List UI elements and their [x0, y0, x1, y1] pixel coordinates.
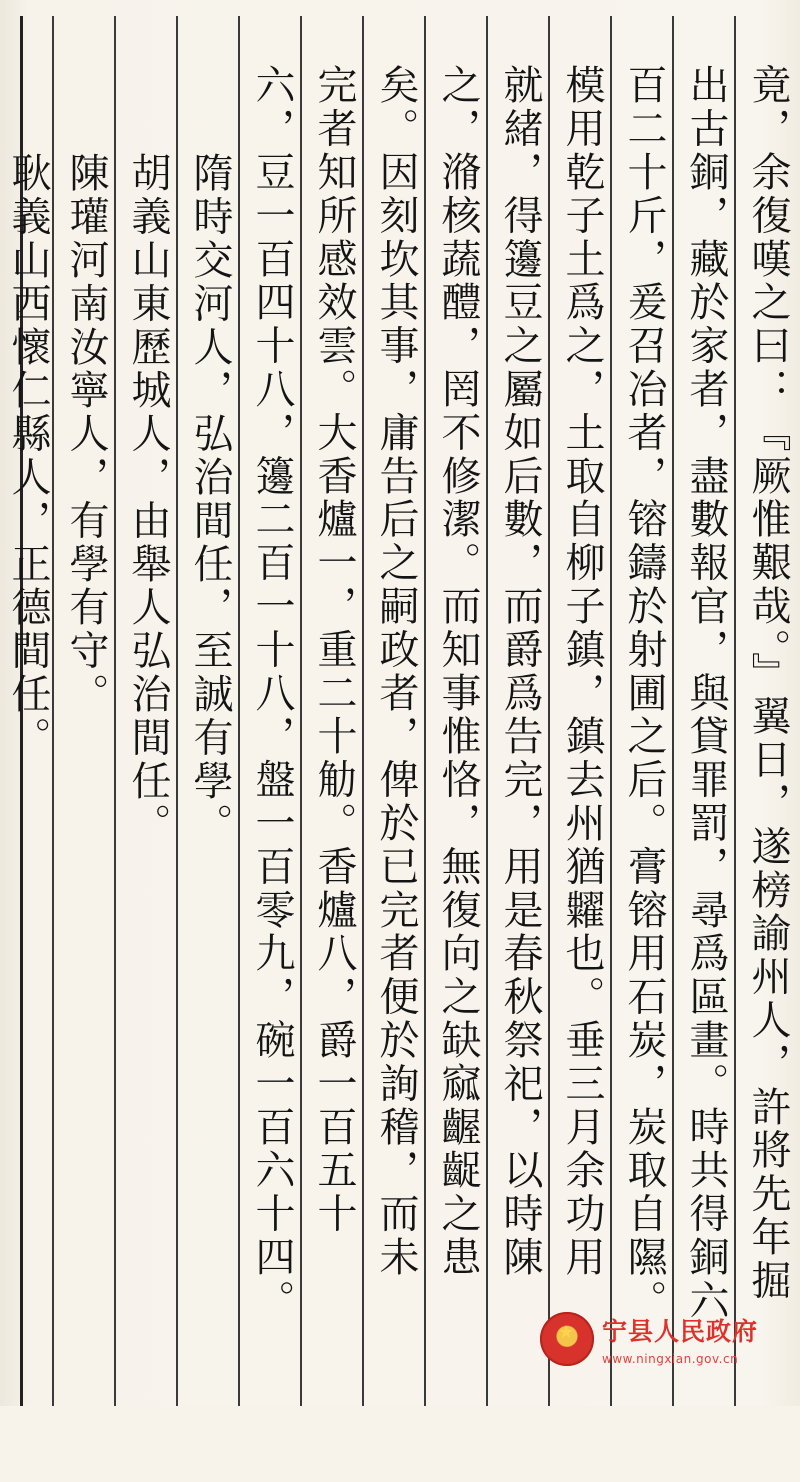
text-column: 之，潃核蔬醴，罔不修潔。而知事惟恪，無復向之缺窳齷齪之患 — [435, 64, 481, 1280]
national-emblem-icon: ★ — [540, 1312, 594, 1366]
text-column: 六，豆一百四十八，籩二百一十八，盤一百零九，碗一百六十四。 — [249, 64, 295, 1323]
text-column: 竟，余復嘆之曰：『厥惟艱哉。』翼日，遂榜諭州人，許將先年掘 — [745, 64, 791, 1303]
official-entry — [180, 152, 240, 1482]
text-column: 百二十斤，爰召冶者，镕鑄於射圃之后。膏镕用石炭，炭取自隰。 — [621, 64, 667, 1323]
text-column: 就緒，得籩豆之屬如后數，而爵爲告完，用是春秋祭祀，以時陳 — [497, 64, 543, 1280]
official-name: 陳瓘 — [63, 152, 109, 239]
official-name: 隋時 — [187, 152, 233, 239]
official-name: 耿義 — [5, 152, 51, 239]
official-note: 山西懷仁縣人，正德間任。 — [5, 238, 51, 760]
site-watermark — [540, 1312, 788, 1376]
official-name: 胡義 — [125, 152, 171, 239]
text-column: 模用乾子土爲之，土取自柳子鎮，鎮去州猶糶也。垂三月余功用 — [559, 64, 605, 1280]
official-entry — [56, 152, 116, 1482]
watermark-site-name: 宁县人民政府 — [602, 1317, 759, 1346]
text-column: 矣。因刻坎其事，庸告后之嗣政者，俾於已完者便於詢稽，而未 — [373, 64, 419, 1280]
official-entry — [0, 152, 58, 1482]
official-note: 河南汝寧人，有學有守。 — [63, 238, 109, 717]
watermark-url: www.ningxian.gov.cn — [602, 1352, 739, 1366]
official-entry — [118, 152, 178, 1482]
official-note: 山東歷城人，由舉人弘治間任。 — [125, 238, 171, 847]
text-column: 完者知所感效雲。大香爐一，重二十觔。香爐八，爵一百五十 — [311, 64, 357, 1236]
official-note: 交河人，弘治間任，至誠有學。 — [187, 238, 233, 847]
text-column: 出古銅，藏於家者，盡數報官，與貸罪罰，尋爲區畫。時共得銅六 — [683, 64, 729, 1323]
